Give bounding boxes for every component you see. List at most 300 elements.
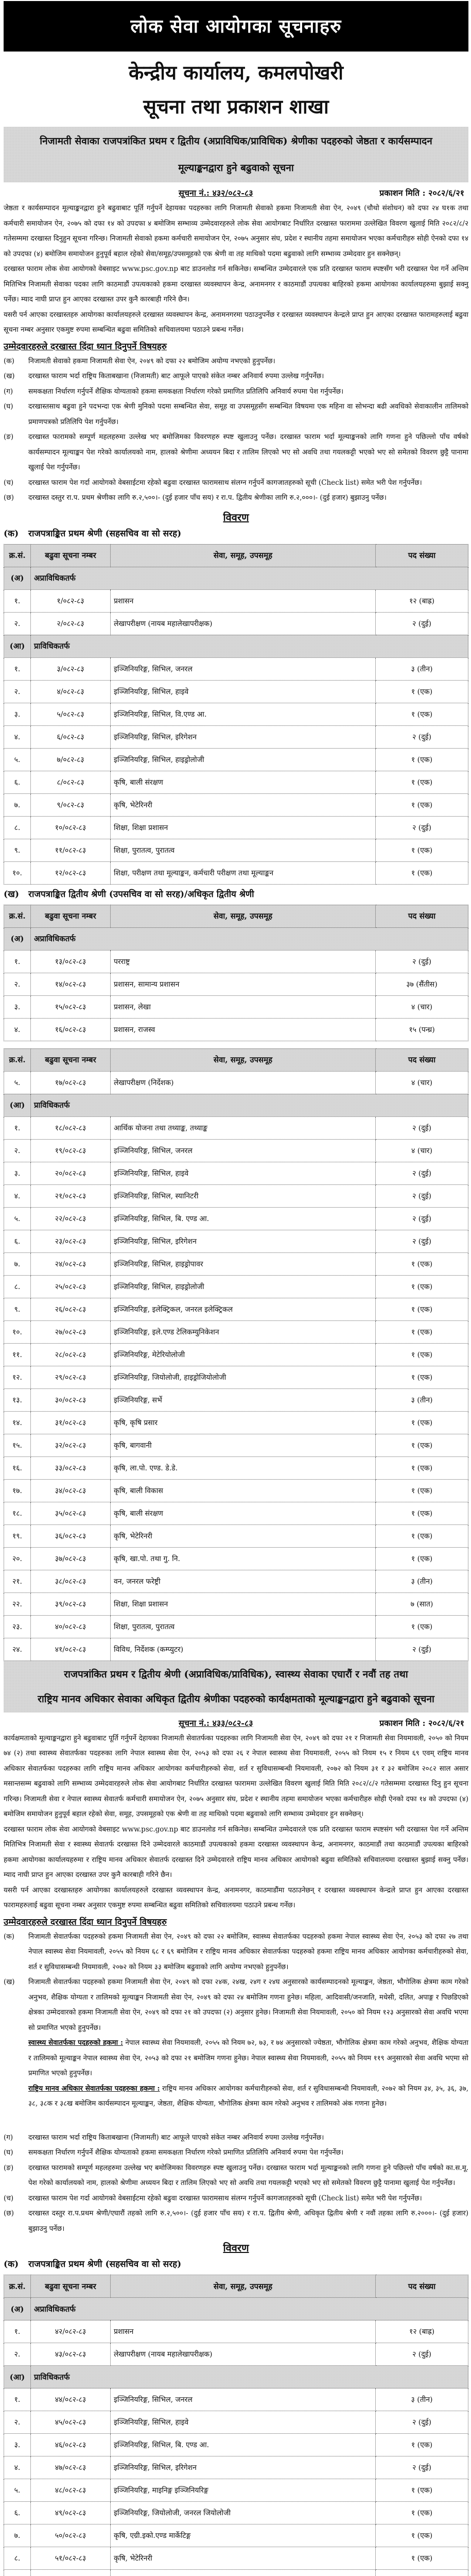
body-paragraph: जेष्ठता र कार्यसम्पादन मूल्याङ्कनद्वारा हुने बढुवाबाट पूर्ति गर्नुपर्ने देहायका पदहरुका लागि निजामती सेवाको हकमा निजामती सेवा ऐन, २०४९ (चौथो संशोधन) को दफा २४ घ१क तथा कर्मचारी समायोजन ऐन, २०७५ को दफा १४ को उपदफा ४ बमोजिम सम्भाव्य उम्मेदवारहरुले लोक सेवा आयोगबाट निर्धारित दरखास्त फाराममा उल्लेखित विवरण खुलाई मिति २०८२/८/२ गतेसम्ममा दरखास्त दिनुहुन सूचना गरिन्छ। निजामती सेवाको हकमा कर्मचारी समायोजन ऐन, २०७५ अनुसार संघ, प्रदेश र स्थानीय तहमा समायोजन भएका कर्मचारीहरु सोही ऐनको दफा १४ को उपदफा (४) बमोजिम समायोजन हुनुपूर्व बहाल रहेको सेवा/समूह/उपसमूहको एक श्रेणी वा तह माथिको पदमा बढुवाको लागि सम्भाव्य उम्मेदवार हुन सक्नेछन्।: [4, 204, 468, 258]
table-header-row: [4, 905, 468, 927]
notice-meta: [4, 1713, 468, 1731]
post-count: १ (एक): [376, 793, 468, 816]
item-marker: (च): [4, 478, 14, 487]
header-notice-number: बढुवा सूचना नम्बर: [31, 1048, 111, 1071]
table-row: [4, 793, 468, 816]
service-group-subgroup: प्रशासन, सामान्य प्रशासन: [111, 973, 376, 995]
instruction-item: [4, 2130, 468, 2146]
group-marker: (आ): [4, 635, 31, 657]
serial-number: ६.: [4, 771, 31, 793]
serial-number: ८.: [4, 2547, 31, 2570]
promotion-notice-number: ९/०८२-८३: [31, 793, 111, 816]
promotion-notice-number: २९/०८२-८३: [31, 1366, 111, 1388]
serial-number: १.: [4, 2320, 31, 2343]
table-row: [4, 612, 468, 635]
group-row: [4, 2366, 468, 2388]
promotion-notice-number: ४६/०८२-८३: [31, 2434, 111, 2456]
serial-number: ७.: [4, 2524, 31, 2547]
header-sn: क्र.सं.: [4, 1048, 31, 1071]
serial-number: २.: [4, 2411, 31, 2434]
post-count: १ (एक): [376, 703, 468, 725]
serial-number: ७.: [4, 793, 31, 816]
instruction-item: [4, 399, 468, 430]
post-count: १ (एक): [376, 771, 468, 793]
human-rights-service-note: [4, 2081, 468, 2112]
serial-number: १.: [4, 657, 31, 680]
post-count: १ (एक): [376, 1434, 468, 1456]
table-row: [4, 1018, 468, 1041]
promotion-notice-number: ६/०८२-८३: [31, 725, 111, 748]
item-text: निजामती सेवातर्फका पदहरुको हकमा निजामती सेवा ऐन, २०४९ को दफा २२ बमोजिम, स्वास्थ्य सेवातर्फका पदहरुको हकमा नेपाल स्वास्थ्य सेवा ऐन, २०५३ को दफा २७ तथा नेपाल स्वास्थ्य सेवा नियमावली, २०५५ को नियम ६८ र ६९ बमोजिम र राष्ट्रिय मानव अधिकार सेवातर्फका पदहरुको हकमा राष्ट्रिय मानव अधिकार आयोगका कर्मचारीहरुको सेवा, शर्त र सुविधासम्बन्धी नियमावली, २०७२ को नियम ३३ बमोजिम बढुवाको लागि अयोग्य नभएको हुनुपर्नेछ।: [28, 1932, 468, 1971]
promotion-notice-number: ४०/०८२-८३: [31, 1615, 111, 1638]
promotion-notice-number: २८/०८२-८३: [31, 1343, 111, 1366]
post-count: १ (एक): [376, 1456, 468, 1479]
post-count: १ (एक): [376, 1502, 468, 1524]
table-row: [4, 1320, 468, 1343]
post-count: १ (एक): [376, 861, 468, 884]
post-count: ३ (तीन): [376, 1388, 468, 1411]
category-title: [4, 527, 468, 539]
item-marker: (घ): [4, 402, 13, 411]
category-marker: (क): [4, 528, 19, 539]
post-count: १ (एक): [376, 680, 468, 703]
serial-number: २०.: [4, 1547, 31, 1570]
serial-number: १०.: [4, 861, 31, 884]
serial-number: १.: [4, 1116, 31, 1139]
instruction-item: [4, 490, 468, 506]
promotion-notice-number: ४७/०८२-८३: [31, 2456, 111, 2479]
service-group-subgroup: इञ्जिनियरिङ्ग, मेटेरियोलोजी: [111, 1343, 376, 1366]
serial-number: १६.: [4, 1456, 31, 1479]
notice-1-title-band: [4, 127, 468, 182]
table-row: [4, 1343, 468, 1366]
service-group-subgroup: इञ्जिनियरिङ्ग, सिभिल, बि. एण्ड आ.: [111, 2434, 376, 2456]
post-count: २ (दुई): [376, 725, 468, 748]
post-count: २ (दुई): [376, 2343, 468, 2366]
post-count: १ (एक): [376, 2547, 468, 2570]
table-row: [4, 2388, 468, 2411]
promotion-notice-number: ५/०८२-८३: [31, 703, 111, 725]
instructions-list: [4, 1929, 468, 2036]
service-group-subgroup: इञ्जिनियरिङ्ग, इले.एण्ड टेलिकम्युनिकेशन: [111, 1320, 376, 1343]
header-posts: पद संख्या: [376, 544, 468, 567]
instructions-list-continued: [4, 2130, 468, 2237]
service-group-subgroup: कृषि, भेटेरिनरी: [111, 2547, 376, 2570]
item-marker: (ख): [4, 372, 15, 380]
post-count: २ (दुई): [376, 1162, 468, 1184]
promotion-notice-number: १५/०८२-८३: [31, 995, 111, 1018]
header-service: सेवा, समूह, उपसमूह: [111, 544, 376, 567]
promotion-notice-number: ७/०८२-८३: [31, 748, 111, 771]
post-count: ४ (चार): [376, 1071, 468, 1094]
promotion-notice-number: ४५/०८२-८३: [31, 2411, 111, 2434]
promotion-notice-number: ३५/०८२-८३: [31, 1502, 111, 1524]
instruction-item: [4, 2206, 468, 2236]
post-count: १ (एक): [376, 1275, 468, 1298]
group-row: [4, 1094, 468, 1116]
serial-number: १५.: [4, 1434, 31, 1456]
serial-number: [4, 2570, 31, 2576]
post-count: [376, 2570, 468, 2576]
table-row: [4, 1502, 468, 1524]
promotion-notice-number: ३७/०८२-८३: [31, 1547, 111, 1570]
service-group-subgroup: इञ्जिनियरिङ्ग, जियोलोजी, हाइड्रोजियोलोजी: [111, 1366, 376, 1388]
service-group-subgroup: शिक्षा, पुरातत्व, पुरातत्व: [111, 1615, 376, 1638]
item-marker: (च): [4, 2194, 14, 2202]
post-count: १ (एक): [376, 748, 468, 771]
table-row: [4, 1366, 468, 1388]
item-text: समकक्षता निर्धारण गर्नुपर्ने शैक्षिक योग्यताको हकमा समकक्षता निर्धारण गरेको प्रमाणित प्रतिलिपि अनिवार्य रुपमा पेश गर्नुपर्नेछ।: [28, 2148, 344, 2157]
serial-number: १९.: [4, 1524, 31, 1547]
post-count: २ (दुई): [376, 1116, 468, 1139]
post-count: ३ (तीन): [376, 2388, 468, 2411]
health-service-text: नेपाल स्वास्थ्य सेवा नियमावली, २०५५ को नियम ७२, ७३, र ७४ अनुसारको ज्येष्ठता, भौगोलिक क्षेत्रमा काम गरेको अनुभव, शैक्षिक योग्यता र तालिमको मूल्याङ्कन नेपाल स्वास्थ्य सेवा ऐन, २०५३ को दफा २१ बमोजिम गणना हुनेछ। नेपाल स्वास्थ्य सेवा नियमावली, २०५५ को नियम ११९ अनुसारको सेवा अवधि भएमा सो प्रमाणित भएको हुनुपर्नेछ।: [28, 2039, 468, 2077]
post-count: २ (दुई): [376, 2411, 468, 2434]
item-text: निजामती सेवातर्फका पदहरुको हकमा निजामती सेवा ऐन, २०४९ को दफा २४क, २४ख, २४ग र २४घ अनुसारको कार्यसम्पादनको मूल्याङ्कन, जेष्ठता, भौगोलिक क्षेत्रमा काम गरेको अनुभव, शैक्षिक योग्यता र तालिमको मूल्याङ्कन निजामती सेवा ऐन, २०४९ को दफा २४ बमोजिम गणना हुनेछ। महिला, आदिवासी/जनजाति, मधेसी, दलित, अपाङ्ग र पिछडिएको क्षेत्रका उम्मेदवारको हकमा निजामती सेवा ऐन, २०४९ को दफा २१ को उपदफा (२) अनुसार हुनेछ। निजामती सेवा नियमावली, २०५० को नियम १२३ अनुसारको सेवा अवधि भएमा सो प्रमाणित भएको हुनुपर्नेछ।: [28, 1978, 468, 2032]
promotion-notice-number: ३२/०८२-८३: [31, 1434, 111, 1456]
promotion-notice-number: ३९/०८२-८३: [31, 1592, 111, 1615]
table-row: [4, 2411, 468, 2434]
service-group-subgroup: कृषि, बाली विकास: [111, 1479, 376, 1502]
category-name: राजपत्राङ्कित द्वितीय श्रेणी (उपसचिव वा सो सरह)/अधिकृत द्वितीय श्रेणी: [28, 889, 254, 900]
group-marker: (आ): [4, 2366, 31, 2388]
post-count: २ (दुई): [376, 950, 468, 973]
office-title: केन्द्रीय कार्यालय, कमलपोखरी: [129, 61, 343, 84]
item-marker: (क): [4, 1932, 14, 1941]
table-row: [4, 1638, 468, 1660]
serial-number: २२.: [4, 1592, 31, 1615]
post-count: ४ (चार): [376, 1139, 468, 1162]
group-marker: (आ): [4, 1094, 31, 1116]
notice-1: [4, 127, 468, 1661]
post-count: १२ (बाह्र): [376, 2320, 468, 2343]
promotion-notice-number: ४९/०८२-८३: [31, 2502, 111, 2524]
group-label: प्राविधिकतर्फ: [31, 635, 468, 657]
table-row: [4, 1570, 468, 1592]
table-row: [4, 748, 468, 771]
notice-title-line2: राष्ट्रिय मानव अधिकार सेवाका अधिकृत द्वितीय श्रेणीका पदहरुको कार्यक्षमताको मूल्याङ्कनद्वारा हुने बढुवाको सूचना: [38, 1693, 434, 1705]
post-count: १ (एक): [376, 839, 468, 861]
serial-number: ५.: [4, 1207, 31, 1230]
table-row: [4, 589, 468, 612]
serial-number: २४.: [4, 1638, 31, 1660]
post-count: १५ (पन्ध्र): [376, 1018, 468, 1041]
table-row: [4, 995, 468, 1018]
post-count: ७ (सात): [376, 1592, 468, 1615]
table-row: [4, 2479, 468, 2502]
post-count: १ (एक): [376, 1343, 468, 1366]
promotion-notice-number: १९/०८२-८३: [31, 1139, 111, 1162]
serial-number: ७.: [4, 1252, 31, 1275]
post-count: १ (एक): [376, 2479, 468, 2502]
category-title: [4, 2258, 468, 2269]
body-paragraph: दरखास्त फाराम लोक सेवा आयोगको वेबसाइट www.psc.gov.np बाट डाउनलोड गर्न सकिनेछ। सम्बन्धित उम्मेदवारले एक प्रति दरखास्त फाराम स्पष्टसँग भरी दरखास्त पेश गर्ने अन्तिम मितिभित्र निजामती सेवाका पदका लागि काठमाडौं उपत्यकाको हकमा दरखास्त व्यवस्थापन केन्द्र, अनामनगर र काठमाडौं उपत्यका बाहिरको हकमा आयोगका कार्यालयहरुमा बुझाई सक्नु पर्नेछ। म्याद नाघी प्राप्त हुन आएका दरखास्त उपर कुनै कारबाही गरिने छैन।: [4, 265, 468, 303]
serial-number: ८.: [4, 816, 31, 839]
post-count: १ (एक): [376, 2434, 468, 2456]
serial-number: १७.: [4, 1479, 31, 1502]
table-row: [4, 2343, 468, 2366]
serial-number: ६.: [4, 2502, 31, 2524]
item-text: दरखास्त दस्तुर रा.प. प्रथम श्रेणीका लागि रु.२,५००।- (दुई हजार पाँच सय) र रा.प. द्वितीय श्रेणीका लागि रु.२,०००।- (दुई हजार) बुझाउनु पर्नेछ।: [28, 494, 387, 502]
post-count: १ (एक): [376, 1320, 468, 1343]
notice-meta: [4, 182, 468, 201]
serial-number: १३.: [4, 1388, 31, 1411]
service-group-subgroup: इञ्जिनियरिङ्ग, सिभिल, हाइवे: [111, 680, 376, 703]
notice-body: [4, 1731, 468, 1913]
table-row: [4, 1479, 468, 1502]
serial-number: ९.: [4, 1298, 31, 1320]
posts-table: [4, 1048, 468, 1661]
service-group-subgroup: आर्थिक योजना तथा तथ्याङ्क, तथ्याङ्क: [111, 1116, 376, 1139]
serial-number: १८.: [4, 1502, 31, 1524]
service-group-subgroup: कृषि, कृषि प्रसार: [111, 1411, 376, 1434]
promotion-notice-number: ४३/०८२-८३: [31, 2343, 111, 2366]
item-marker: (ख): [4, 1978, 15, 1986]
table-row: [4, 2502, 468, 2524]
category-list: [4, 2258, 468, 2576]
item-marker: (छ): [4, 2209, 14, 2217]
table-header-row: [4, 544, 468, 567]
table-header-row: [4, 2275, 468, 2298]
serial-number: ४.: [4, 1018, 31, 1041]
category-name: राजपत्राङ्कित प्रथम श्रेणी (सहसचिव वा सो सरह): [28, 528, 182, 539]
header-service: सेवा, समूह, उपसमूह: [111, 2275, 376, 2298]
table-row: [4, 657, 468, 680]
item-text: दरखास्त फाराम पेश गर्दा आयोगको वेबसाईटमा रहेको बढुवा दरखास्त फारामसाथ संलग्न गर्नुपर्ने कागजातहरुको सूची (Check list) समेत भरी पेश गर्नुपर्नेछ।: [28, 478, 422, 487]
body-paragraph: यसरी पर्न आएका दरखास्तहरु आयोगका कार्यालयहरुले दरखास्त व्यवस्थापन केन्द्र, अनामनगरमा पठाउनुपर्नेछ र दरखास्त व्यवस्थापन केन्द्रले प्राप्त हुन आएका दरखास्त फारामहरुलाई बढुवा सूचना नम्बर अनुसार एकमुष्ट रुपमा सम्बन्धित बढुवा समितिको सचिवालयमा पठाउने प्रबन्ध गर्नेछ।: [4, 310, 468, 334]
item-marker: (ग): [4, 387, 13, 396]
service-group-subgroup: इञ्जिनियरिङ्ग, इलेक्ट्रिकल, जनरल इलेक्ट्रिकल: [111, 1298, 376, 1320]
service-group-subgroup: कृषि, भेटेरिनरी: [111, 1524, 376, 1547]
service-group-subgroup: प्रशासन, राजस्व: [111, 1018, 376, 1041]
service-group-subgroup: इञ्जिनियरिङ्ग, सिभिल, इरिगेशन: [111, 725, 376, 748]
table-row: [4, 1207, 468, 1230]
promotion-notice-number: ४४/०८२-८३: [31, 2388, 111, 2411]
service-group-subgroup: प्रशासन: [111, 2320, 376, 2343]
table-row: [4, 861, 468, 884]
table-row: [4, 1592, 468, 1615]
instruction-item: [4, 2191, 468, 2207]
posts-table: [4, 544, 468, 885]
service-group-subgroup: शिक्षा, शिक्षा प्रशासन: [111, 816, 376, 839]
serial-number: ५.: [4, 2479, 31, 2502]
notice-title-line2: मूल्याङ्कनद्वारा हुने बढुवाको सूचना: [178, 162, 294, 174]
serial-number: ५.: [4, 748, 31, 771]
service-group-subgroup: वन, जनरल फरेष्ट्री: [111, 1570, 376, 1592]
instruction-item: [4, 1929, 468, 1975]
table-header-row: [4, 1048, 468, 1071]
table-row: [4, 816, 468, 839]
service-group-subgroup: कृषि, एग्री.इको.एण्ड मार्केटिङ्ग: [111, 2524, 376, 2547]
post-count: १ (एक): [376, 1298, 468, 1320]
serial-number: ८.: [4, 1275, 31, 1298]
group-label: अप्राविधिकतर्फ: [31, 927, 468, 950]
table-row: [4, 2547, 468, 2570]
promotion-notice-number: २४/०८२-८३: [31, 1252, 111, 1275]
item-text: दरखास्त फाराम पेश गर्दा आयोगको वेबसाईटमा रहेको बढुवा दरखास्त फारामसाथ संलग्न गर्नुपर्ने कागजातहरुको सूची (Check list) समेत भरी पेश गर्नुपर्नेछ।: [28, 2194, 422, 2202]
post-count: ३ (तीन): [376, 657, 468, 680]
post-count: १ (एक): [376, 1479, 468, 1502]
serial-number: २३.: [4, 1615, 31, 1638]
service-group-subgroup: इञ्जिनियरिङ्ग, सिभिल, बि. एण्ड आ.: [111, 1207, 376, 1230]
promotion-notice-number: २३/०८२-८३: [31, 1230, 111, 1252]
header-sn: क्र.सं.: [4, 2275, 31, 2298]
table-row: [4, 1139, 468, 1162]
health-service-label: स्वास्थ्य सेवातर्फका पदहरुको हकमा :: [28, 2039, 123, 2047]
service-group-subgroup: कृषि, बाली संरक्षण: [111, 771, 376, 793]
post-count: १ (एक): [376, 2524, 468, 2547]
post-count: २ (दुई): [376, 2456, 468, 2479]
promotion-notice-number: ८/०८२-८३: [31, 771, 111, 793]
group-row: [4, 635, 468, 657]
category-marker: (क): [4, 2259, 19, 2269]
post-count: २ (दुई): [376, 816, 468, 839]
promotion-notice-number: ५१/०८२-८३: [31, 2547, 111, 2570]
table-row: [4, 2320, 468, 2343]
service-group-subgroup: लेखापरीक्षण (निर्देशक): [111, 1071, 376, 1094]
instruction-item: [4, 430, 468, 476]
publication-date: प्रकाशन मिति : २०८२/६/२१: [379, 188, 464, 198]
table-row: [4, 1116, 468, 1139]
instruction-item: [4, 369, 468, 384]
post-count: १ (एक): [376, 1615, 468, 1638]
details-heading: विवरण: [223, 511, 249, 523]
promotion-notice-number: ५०/०८२-८३: [31, 2524, 111, 2547]
serial-number: ४.: [4, 1184, 31, 1207]
service-group-subgroup: कृषि, बागवानी: [111, 1434, 376, 1456]
table-row: [4, 1162, 468, 1184]
table-row: [4, 771, 468, 793]
item-text: समकक्षता निर्धारण गर्नुपर्ने शैक्षिक योग्यताको हकमा समकक्षता निर्धारण गरेको प्रमाणित प्रतिलिपि अनिवार्य रुपमा पेश गर्नुपर्नेछ।: [28, 387, 344, 396]
item-text: निजामती सेवाको हकमा निजामती सेवा ऐन, २०४९ को दफा २२ बमोजिम अयोग्य नभएको हुनुपर्नेछ।: [28, 357, 275, 365]
instruction-item: [4, 2161, 468, 2191]
serial-number: ५.: [4, 1071, 31, 1094]
instructions-heading: उम्मेदवारहरुले दरखास्त दिंदा ध्यान दिनुपर्ने विषयहरु: [4, 1917, 167, 1927]
serial-number: ४.: [4, 725, 31, 748]
service-group-subgroup: शिक्षा, पुरातत्व, पुरातत्व: [111, 839, 376, 861]
group-marker: (अ): [4, 567, 31, 589]
table-row: [4, 725, 468, 748]
header-posts: पद संख्या: [376, 1048, 468, 1071]
serial-number: १.: [4, 589, 31, 612]
service-group-subgroup: इञ्जिनियरिङ्ग, सिभिल, जनरल: [111, 657, 376, 680]
instructions-heading: उम्मेदवारहरुले दरखास्त दिंदा ध्यान दिनुपर्ने विषयहरु: [4, 341, 167, 352]
table-row: [4, 1456, 468, 1479]
promotion-notice-number: ३६/०८२-८३: [31, 1524, 111, 1547]
post-count: १ (एक): [376, 2502, 468, 2524]
service-group-subgroup: इञ्जिनियरिङ्ग, सिभिल, स्यानिटरी: [111, 1184, 376, 1207]
table-row: [4, 1230, 468, 1252]
promotion-notice-number: ४१/०८२-८३: [31, 1638, 111, 1660]
service-group-subgroup: इञ्जिनियरिङ्ग, सिभिल, जनरल: [111, 1139, 376, 1162]
post-count: १२ (बाह्र): [376, 589, 468, 612]
serial-number: २१.: [4, 1570, 31, 1592]
banner-title: लोक सेवा आयोगका सूचनाहरु: [4, 1, 468, 52]
promotion-notice-number: १४/०८२-८३: [31, 973, 111, 995]
post-count: २ (दुई): [376, 1207, 468, 1230]
serial-number: ९.: [4, 839, 31, 861]
serial-number: ११.: [4, 1343, 31, 1366]
service-group-subgroup: [111, 2570, 376, 2576]
table-gap: [4, 1041, 468, 1048]
serial-number: २.: [4, 973, 31, 995]
category-marker: (ख): [4, 889, 19, 900]
promotion-notice-number: ३१/०८२-८३: [31, 1411, 111, 1434]
service-group-subgroup: लेखापरीक्षण (नायब महालेखापरीक्षक): [111, 2343, 376, 2366]
service-group-subgroup: इञ्जिनियरिङ्ग, सिभिल, इरिगेशन: [111, 1230, 376, 1252]
item-text: दरखास्तसाथ बढुवा हुने पदभन्दा एक श्रेणी मुनिको पदमा सम्बन्धित सेवा, समूह वा उपसमूहसँग सम्बन्धित विषयमा एक महिना वा सोभन्दा बढी अवधिको सेवाकालीन तालिमको प्रमाणपत्रको प्रतिलिपि पेश गर्नुपर्नेछ।: [28, 402, 468, 426]
promotion-notice-number: ३८/०८२-८३: [31, 1570, 111, 1592]
table-row: [4, 1547, 468, 1570]
details-heading: विवरण: [223, 2242, 249, 2254]
table-row: [4, 1298, 468, 1320]
promotion-notice-number: १६/०८२-८३: [31, 1018, 111, 1041]
post-count: २ (दुई): [376, 1230, 468, 1252]
table-row: [4, 680, 468, 703]
promotion-notice-number: २१/०८२-८३: [31, 1184, 111, 1207]
table-row: [4, 2524, 468, 2547]
item-text: दरखास्त फाराम भर्दा राष्ट्रिय किताबखाना (निजामती) बाट आफूले पाएको संकेत नम्बर अनिवार्य रुपमा उल्लेख गर्नुपर्नेछ।: [28, 2133, 324, 2142]
post-count: १ (एक): [376, 1411, 468, 1434]
notice-body: [4, 201, 468, 338]
promotion-notice-number: २/०८२-८३: [31, 612, 111, 635]
serial-number: १०.: [4, 1320, 31, 1343]
table-row: [4, 1434, 468, 1456]
serial-number: ३.: [4, 2434, 31, 2456]
instruction-item: [4, 476, 468, 491]
promotion-notice-number: ३३/०८२-८३: [31, 1456, 111, 1479]
group-row: [4, 927, 468, 950]
serial-number: २.: [4, 2343, 31, 2366]
serial-number: २.: [4, 1139, 31, 1162]
promotion-notice-number: २७/०८२-८३: [31, 1320, 111, 1343]
post-count: ३ (तीन): [376, 1570, 468, 1592]
serial-number: २.: [4, 680, 31, 703]
notice-2: [4, 1661, 468, 2576]
serial-number: ६.: [4, 1230, 31, 1252]
group-row: [4, 2298, 468, 2320]
table-row: [4, 2570, 468, 2576]
service-group-subgroup: इञ्जिनियरिङ्ग, सिभिल, हाइड्रोपावर: [111, 1252, 376, 1275]
promotion-notice-number: ३/०८२-८३: [31, 657, 111, 680]
promotion-notice-number: ४/०८२-८३: [31, 680, 111, 703]
serial-number: ४.: [4, 2456, 31, 2479]
serial-number: २.: [4, 612, 31, 635]
health-service-note: [4, 2036, 468, 2081]
promotion-notice-number: १८/०८२-८३: [31, 1116, 111, 1139]
header-posts: पद संख्या: [376, 905, 468, 927]
table-row: [4, 2456, 468, 2479]
notice-number: सूचना नं.: ४३२/०८२-८३: [179, 188, 253, 198]
table-row: [4, 1184, 468, 1207]
promotion-notice-number: १०/०८२-८३: [31, 816, 111, 839]
posts-table: [4, 905, 468, 1041]
item-marker: (ग): [4, 2133, 13, 2142]
promotion-notice-number: ३४/०८२-८३: [31, 1479, 111, 1502]
instructions-list: [4, 354, 468, 506]
posts-table: [4, 2275, 468, 2576]
instruction-item: [4, 354, 468, 369]
service-group-subgroup: प्रशासन: [111, 589, 376, 612]
post-count: १ (एक): [376, 1524, 468, 1547]
body-paragraph: दरखास्त फाराम लोक सेवा आयोगको वेबसाइट www.psc.gov.np बाट डाउनलोड गर्न सकिनेछ। सम्बन्धित उम्मेदवारले एक प्रति दरखास्त फाराम स्पष्टसंग भरी दरखास्त पेश गर्ने अन्तिम मितिभित्र निजामती सेवा र स्वास्थ्य सेवातर्फ दरखास्त दिने उम्मेदवारले काठमाडौं उपत्यकाको हकमा दरखास्त व्यवस्थापन केन्द्र, अनामनगर, काठमाडौं तथा काठमाडौं उपत्यका बाहिरको हकमा आयोगका कार्यालयहरुमा र राष्ट्रिय मानव अधिकार सेवातर्फ दरखास्त दिने उम्मेदवारले राष्ट्रिय मानव अधिकार आयोगको बढुवा समितिको सचिवालयमा दरखास्त बुझाई सक्नु पर्नेछ। म्याद नाघी प्राप्त हुन आएका दरखास्त उपर कुनै कारबाही गरिने छैन।: [4, 1825, 468, 1879]
post-count: २ (दुई): [376, 1184, 468, 1207]
serial-number: ३.: [4, 703, 31, 725]
header-service: सेवा, समूह, उपसमूह: [111, 905, 376, 927]
human-rights-text: राष्ट्रिय मानव अधिकार आयोगका कर्मचारीहरुको सेवा, शर्त र सुविधासम्बन्धी नियमावली, २०७२ को नियम ३४, ३५, ३६, ३७, ३८, ३८क र ३८ख बमोजिम कार्यसम्पादन मूल्याङ्कन, जेष्ठता, शैक्षिक योग्यता, भौगोलिक क्षेत्रमा काम गरेको अनुभव र तालिमको अंक गणना हुनेछ।: [28, 2084, 468, 2108]
serial-number: १२.: [4, 1366, 31, 1388]
service-group-subgroup: कृषि, भेटेरिनरी: [111, 793, 376, 816]
